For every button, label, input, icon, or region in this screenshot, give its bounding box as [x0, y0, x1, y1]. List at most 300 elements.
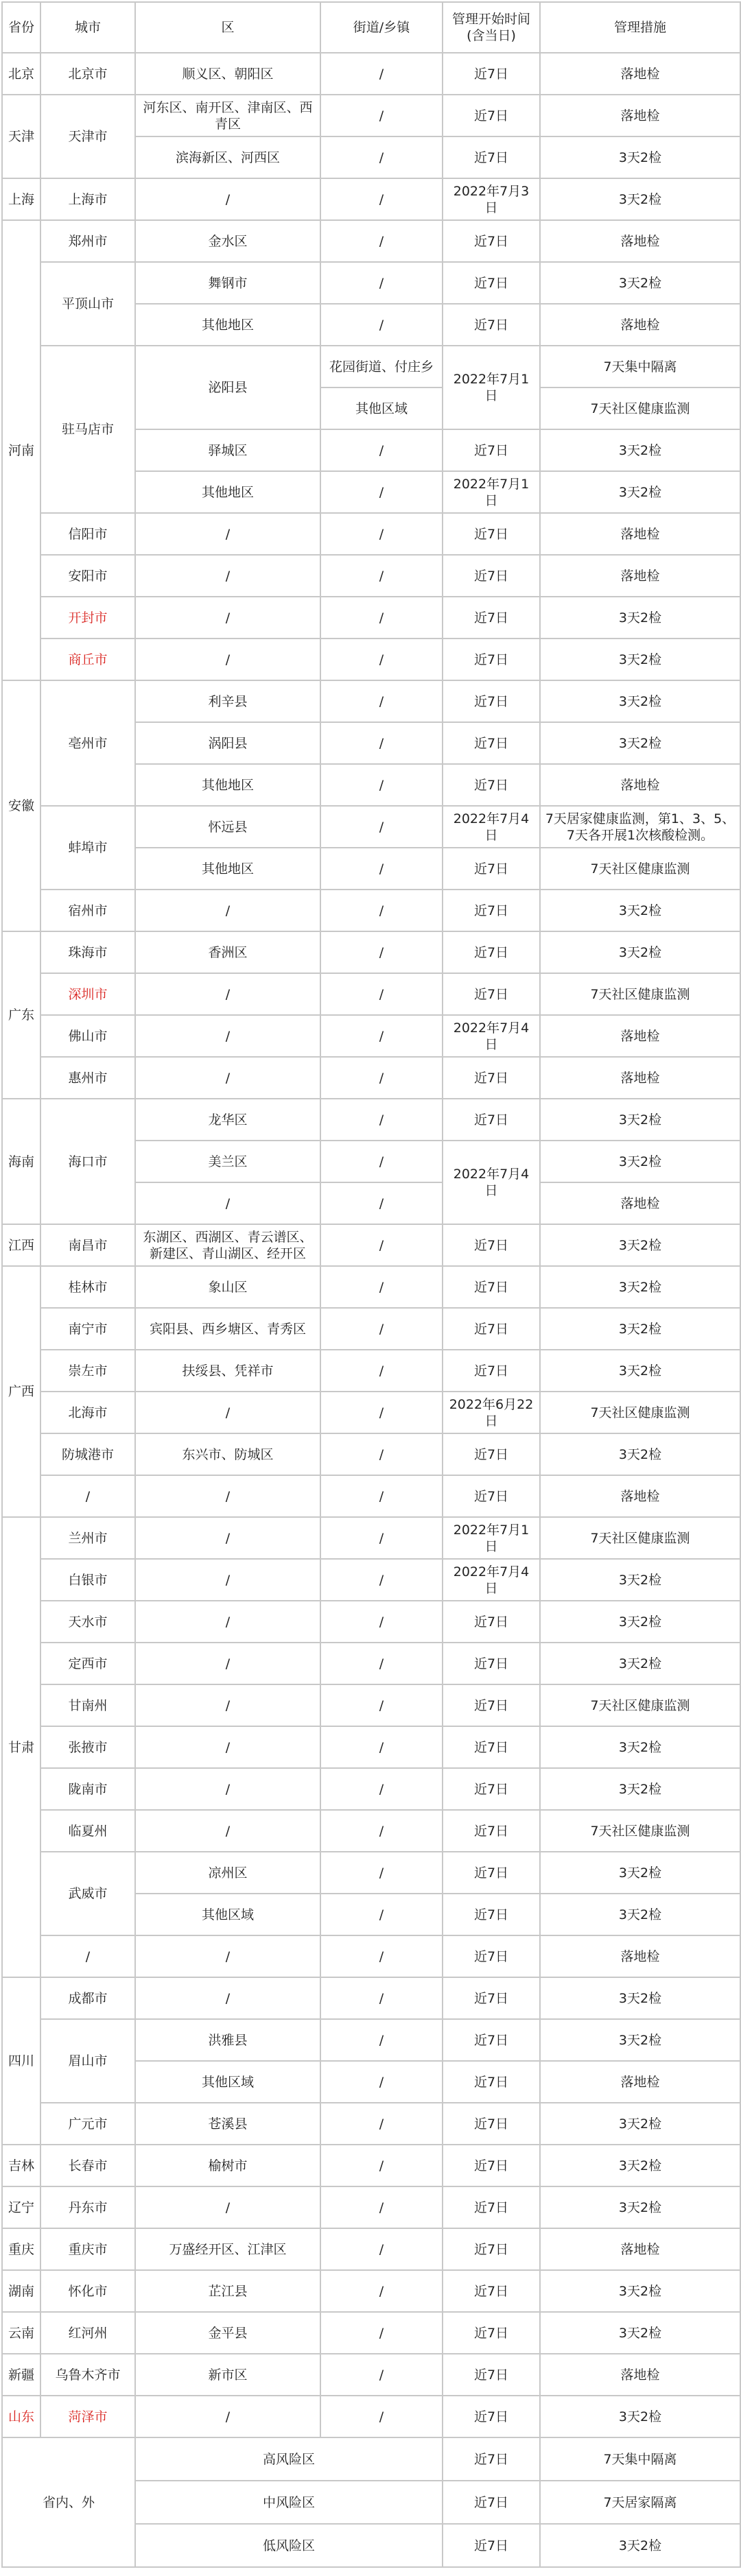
- start-cell: 近7日: [443, 2061, 540, 2103]
- district-cell: 其他地区: [135, 848, 320, 890]
- measure-cell: 3天2检: [540, 2524, 740, 2567]
- district-cell: /: [135, 555, 320, 597]
- street-cell: /: [320, 1601, 443, 1643]
- street-cell: /: [320, 2186, 443, 2228]
- district-cell: 其他地区: [135, 764, 320, 806]
- district-cell: /: [135, 597, 320, 639]
- district-cell: 宾阳县、西乡塘区、青秀区: [135, 1308, 320, 1350]
- province-cell: 湖南: [2, 2270, 40, 2312]
- measure-cell: 3天2检: [540, 890, 740, 931]
- start-cell: 近7日: [443, 722, 540, 764]
- start-cell: 2022年7月1日: [443, 346, 540, 429]
- start-cell: 近7日: [443, 680, 540, 722]
- table-row: [2, 2186, 740, 2228]
- start-cell: 近7日: [443, 2312, 540, 2354]
- table-row: [2, 1601, 740, 1643]
- district-cell: 河东区、南开区、津南区、西青区: [135, 95, 320, 136]
- street-cell: /: [320, 2103, 443, 2145]
- measure-cell: 3天2检: [540, 1266, 740, 1308]
- start-cell: 近7日: [443, 1643, 540, 1684]
- measure-cell: 3天2检: [540, 639, 740, 680]
- street-cell: /: [320, 304, 443, 346]
- start-cell: 近7日: [443, 597, 540, 639]
- start-cell: 近7日: [443, 2186, 540, 2228]
- table-row: [2, 1224, 740, 1266]
- city-cell: 怀化市: [40, 2270, 135, 2312]
- city-cell: 佛山市: [40, 1015, 135, 1057]
- street-cell: /: [320, 2354, 443, 2396]
- street-cell: /: [320, 2019, 443, 2061]
- start-cell: 近7日: [443, 429, 540, 471]
- district-cell: 怀远县: [135, 806, 320, 848]
- street-cell: /: [320, 1894, 443, 1935]
- district-cell: /: [135, 1977, 320, 2019]
- start-cell: 近7日: [443, 1768, 540, 1810]
- measure-cell: 3天2检: [540, 178, 740, 220]
- table-row: [2, 2312, 740, 2354]
- measure-cell: 3天2检: [540, 1977, 740, 2019]
- measure-cell: 3天2检: [540, 1768, 740, 1810]
- street-cell: /: [320, 471, 443, 513]
- start-cell: 近7日: [443, 1726, 540, 1768]
- province-cell: 天津: [2, 95, 40, 178]
- table-row: [2, 2396, 740, 2437]
- start-cell: 近7日: [443, 220, 540, 262]
- measure-cell: 落地检: [540, 1057, 740, 1099]
- district-cell: 榆树市: [135, 2145, 320, 2186]
- district-cell: 美兰区: [135, 1141, 320, 1182]
- start-cell: 近7日: [443, 1601, 540, 1643]
- start-cell: 近7日: [443, 1433, 540, 1475]
- city-cell-highlighted: 深圳市: [40, 973, 135, 1015]
- start-cell: 近7日: [443, 1308, 540, 1350]
- street-cell: /: [320, 722, 443, 764]
- province-cell: 四川: [2, 1977, 40, 2145]
- header-start-time: [443, 2, 540, 53]
- street-cell: /: [320, 1977, 443, 2019]
- start-cell: 近7日: [443, 1266, 540, 1308]
- table-row: [2, 1684, 740, 1726]
- district-cell: /: [135, 1601, 320, 1643]
- table-row: [2, 95, 740, 136]
- start-cell: 2022年7月1日: [443, 471, 540, 513]
- district-cell: /: [135, 2396, 320, 2437]
- district-cell: 金平县: [135, 2312, 320, 2354]
- measure-cell: 落地检: [540, 1015, 740, 1057]
- table-row: [2, 2019, 740, 2061]
- district-cell: /: [135, 1392, 320, 1433]
- table-row: [2, 1392, 740, 1433]
- district-cell: 东兴市、防城区: [135, 1433, 320, 1475]
- street-cell: /: [320, 555, 443, 597]
- table-row: [2, 2228, 740, 2270]
- district-cell: 其他地区: [135, 304, 320, 346]
- measure-cell: 3天2检: [540, 1894, 740, 1935]
- start-cell: 近7日: [443, 1099, 540, 1141]
- risk-level-cell: 高风险区: [135, 2437, 443, 2481]
- street-cell: /: [320, 1433, 443, 1475]
- street-cell: /: [320, 1559, 443, 1601]
- table-row: [2, 1308, 740, 1350]
- measure-cell: 3天2检: [540, 1224, 740, 1266]
- measure-cell: 落地检: [540, 304, 740, 346]
- header-street: 街道/乡镇: [320, 2, 443, 53]
- measure-cell: 3天2检: [540, 1601, 740, 1643]
- district-cell: 舞钢市: [135, 262, 320, 304]
- measure-cell: 7天社区健康监测: [540, 973, 740, 1015]
- measure-cell: 3天2检: [540, 1559, 740, 1601]
- measure-cell: 落地检: [540, 53, 740, 95]
- street-cell: /: [320, 262, 443, 304]
- table-row: [2, 1099, 740, 1141]
- table-row: [2, 1057, 740, 1099]
- start-cell: 近7日: [443, 890, 540, 931]
- table-row: [2, 931, 740, 973]
- province-cell: 重庆: [2, 2228, 40, 2270]
- city-cell: 平顶山市: [40, 262, 135, 346]
- city-cell: 蚌埠市: [40, 806, 135, 890]
- city-cell-highlighted: 商丘市: [40, 639, 135, 680]
- measure-cell: 3天2检: [540, 1643, 740, 1684]
- street-cell: /: [320, 1308, 443, 1350]
- province-cell: 云南: [2, 2312, 40, 2354]
- start-cell: 近7日: [443, 2019, 540, 2061]
- measure-cell: 3天2检: [540, 2270, 740, 2312]
- city-cell: 张掖市: [40, 1726, 135, 1768]
- measure-cell: 3天2检: [540, 2019, 740, 2061]
- city-cell: 北京市: [40, 53, 135, 95]
- province-cell: 吉林: [2, 2145, 40, 2186]
- risk-level-cell: 中风险区: [135, 2481, 443, 2524]
- measure-cell: 3天2检: [540, 2145, 740, 2186]
- street-cell: /: [320, 597, 443, 639]
- street-cell: /: [320, 136, 443, 178]
- risk-level-cell: 低风险区: [135, 2524, 443, 2567]
- street-cell: /: [320, 1350, 443, 1392]
- street-cell: /: [320, 1392, 443, 1433]
- street-cell: /: [320, 2228, 443, 2270]
- street-cell: /: [320, 1099, 443, 1141]
- street-cell: /: [320, 1726, 443, 1768]
- city-cell: 崇左市: [40, 1350, 135, 1392]
- start-cell: 近7日: [443, 2228, 540, 2270]
- district-cell: 其他地区: [135, 471, 320, 513]
- start-cell: 近7日: [443, 931, 540, 973]
- street-cell: /: [320, 1643, 443, 1684]
- district-cell: /: [135, 1810, 320, 1852]
- street-cell: /: [320, 220, 443, 262]
- start-cell: 近7日: [443, 555, 540, 597]
- table-row: [2, 1810, 740, 1852]
- measure-cell: 7天居家隔离: [540, 2481, 740, 2524]
- measure-cell: 3天2检: [540, 1433, 740, 1475]
- start-cell: 近7日: [443, 2354, 540, 2396]
- city-cell: 白银市: [40, 1559, 135, 1601]
- street-cell: /: [320, 2396, 443, 2437]
- street-cell: 花园街道、付庄乡: [320, 346, 443, 387]
- district-cell: 新市区: [135, 2354, 320, 2396]
- province-cell: 新疆: [2, 2354, 40, 2396]
- street-cell: /: [320, 1768, 443, 1810]
- street-cell: /: [320, 931, 443, 973]
- start-cell: 近7日: [443, 2396, 540, 2437]
- city-cell: 信阳市: [40, 513, 135, 555]
- street-cell: /: [320, 1015, 443, 1057]
- city-cell: /: [40, 1475, 135, 1517]
- city-cell-highlighted: 开封市: [40, 597, 135, 639]
- start-cell: 近7日: [443, 764, 540, 806]
- measure-cell: 3天2检: [540, 1726, 740, 1768]
- street-cell: /: [320, 764, 443, 806]
- province-cell: 省内、外: [2, 2437, 135, 2567]
- table-row: [2, 806, 740, 848]
- district-cell: /: [135, 1559, 320, 1601]
- measure-cell: 7天集中隔离: [540, 2437, 740, 2481]
- district-cell: /: [135, 1935, 320, 1977]
- city-cell: 驻马店市: [40, 346, 135, 513]
- measure-cell: 3天2检: [540, 2396, 740, 2437]
- district-cell: 利辛县: [135, 680, 320, 722]
- measure-cell: 7天社区健康监测: [540, 1684, 740, 1726]
- province-cell-highlighted: 山东: [2, 2396, 40, 2437]
- measure-cell: 落地检: [540, 764, 740, 806]
- measure-cell: 落地检: [540, 95, 740, 136]
- table-row: [2, 53, 740, 95]
- start-cell: 近7日: [443, 2145, 540, 2186]
- table-row: [2, 890, 740, 931]
- measure-cell: 3天2检: [540, 722, 740, 764]
- district-cell: 驿城区: [135, 429, 320, 471]
- province-cell: 安徽: [2, 680, 40, 931]
- district-cell: /: [135, 973, 320, 1015]
- street-cell: /: [320, 639, 443, 680]
- district-cell: /: [135, 2186, 320, 2228]
- measure-cell: 7天社区健康监测: [540, 1517, 740, 1559]
- district-cell: /: [135, 1057, 320, 1099]
- street-cell: /: [320, 1266, 443, 1308]
- street-cell: /: [320, 1852, 443, 1894]
- measure-cell: 3天2检: [540, 2312, 740, 2354]
- city-cell-highlighted: 菏泽市: [40, 2396, 135, 2437]
- district-cell: /: [135, 1726, 320, 1768]
- table-row: [2, 1852, 740, 1894]
- district-cell: 芷江县: [135, 2270, 320, 2312]
- table-row: [2, 262, 740, 304]
- district-cell: /: [135, 513, 320, 555]
- start-cell: 近7日: [443, 973, 540, 1015]
- street-cell: /: [320, 848, 443, 890]
- city-cell: 乌鲁木齐市: [40, 2354, 135, 2396]
- city-cell: 天水市: [40, 1601, 135, 1643]
- street-cell: /: [320, 2061, 443, 2103]
- province-cell: 海南: [2, 1099, 40, 1224]
- district-cell: /: [135, 1768, 320, 1810]
- province-cell: 广西: [2, 1266, 40, 1517]
- measure-cell: 7天居家健康监测，第1、3、5、7天各开展1次核酸检测。: [540, 806, 740, 848]
- start-cell: 近7日: [443, 1475, 540, 1517]
- measure-cell: 3天2检: [540, 2103, 740, 2145]
- district-cell: 龙华区: [135, 1099, 320, 1141]
- start-cell: 近7日: [443, 848, 540, 890]
- header-start-time-line1: 管理开始时间: [451, 12, 530, 27]
- city-cell: 惠州市: [40, 1057, 135, 1099]
- province-cell: 北京: [2, 53, 40, 95]
- start-cell: 近7日: [443, 1224, 540, 1266]
- start-cell: 2022年6月22日: [443, 1392, 540, 1433]
- table-row: [2, 2145, 740, 2186]
- table-row: [2, 346, 740, 387]
- street-cell: /: [320, 1182, 443, 1224]
- district-cell: 扶绥县、凭祥市: [135, 1350, 320, 1392]
- start-cell: 近7日: [443, 95, 540, 136]
- city-cell: 天津市: [40, 95, 135, 178]
- city-cell: /: [40, 1935, 135, 1977]
- measure-cell: 3天2检: [540, 597, 740, 639]
- start-cell: 近7日: [443, 2524, 540, 2567]
- start-cell: 近7日: [443, 53, 540, 95]
- measure-cell: 7天社区健康监测: [540, 1810, 740, 1852]
- start-cell: 近7日: [443, 2437, 540, 2481]
- measure-cell: 落地检: [540, 1475, 740, 1517]
- measure-cell: 3天2检: [540, 931, 740, 973]
- district-cell: /: [135, 1643, 320, 1684]
- risk-area-table: [1, 1, 741, 2568]
- district-cell: 凉州区: [135, 1852, 320, 1894]
- district-cell: /: [135, 1684, 320, 1726]
- table-row: [2, 1015, 740, 1057]
- measure-cell: 3天2检: [540, 1350, 740, 1392]
- measure-cell: 3天2检: [540, 136, 740, 178]
- province-cell: 甘肃: [2, 1517, 40, 1977]
- measure-cell: 落地检: [540, 2354, 740, 2396]
- measure-cell: 落地检: [540, 220, 740, 262]
- district-cell: 顺义区、朝阳区: [135, 53, 320, 95]
- table-row: [2, 2437, 740, 2481]
- district-cell: 涡阳县: [135, 722, 320, 764]
- table-row: [2, 1266, 740, 1308]
- street-cell: /: [320, 890, 443, 931]
- district-cell: 象山区: [135, 1266, 320, 1308]
- table-row: [2, 1935, 740, 1977]
- start-cell: 2022年7月4日: [443, 1141, 540, 1224]
- district-cell: /: [135, 639, 320, 680]
- start-cell: 近7日: [443, 304, 540, 346]
- city-cell: 防城港市: [40, 1433, 135, 1475]
- street-cell: /: [320, 1475, 443, 1517]
- table-row: [2, 1977, 740, 2019]
- start-cell: 近7日: [443, 1935, 540, 1977]
- district-cell: 其他区域: [135, 2061, 320, 2103]
- table-row: [2, 639, 740, 680]
- table-row: [2, 597, 740, 639]
- header-province: 省份: [2, 2, 40, 53]
- city-cell: 成都市: [40, 1977, 135, 2019]
- city-cell: 兰州市: [40, 1517, 135, 1559]
- start-cell: 近7日: [443, 262, 540, 304]
- start-cell: 近7日: [443, 2270, 540, 2312]
- measure-cell: 3天2检: [540, 1099, 740, 1141]
- district-cell: 其他区域: [135, 1894, 320, 1935]
- city-cell: 丹东市: [40, 2186, 135, 2228]
- table-row: [2, 1517, 740, 1559]
- table-row: [2, 973, 740, 1015]
- start-cell: 近7日: [443, 513, 540, 555]
- header-row: [2, 2, 740, 53]
- start-cell: 近7日: [443, 639, 540, 680]
- district-cell: 泌阳县: [135, 346, 320, 429]
- province-cell: 辽宁: [2, 2186, 40, 2228]
- district-cell: 万盛经开区、江津区: [135, 2228, 320, 2270]
- street-cell: /: [320, 95, 443, 136]
- street-cell: /: [320, 1684, 443, 1726]
- measure-cell: 3天2检: [540, 262, 740, 304]
- measure-cell: 落地检: [540, 1935, 740, 1977]
- city-cell: 郑州市: [40, 220, 135, 262]
- district-cell: 香洲区: [135, 931, 320, 973]
- table-row: [2, 2270, 740, 2312]
- street-cell: /: [320, 1057, 443, 1099]
- start-cell: 近7日: [443, 1057, 540, 1099]
- table-row: [2, 1559, 740, 1601]
- city-cell: 红河州: [40, 2312, 135, 2354]
- start-cell: 近7日: [443, 136, 540, 178]
- table-row: [2, 1475, 740, 1517]
- street-cell: /: [320, 2270, 443, 2312]
- district-cell: 洪雅县: [135, 2019, 320, 2061]
- measure-cell: 7天集中隔离: [540, 346, 740, 387]
- start-cell: 2022年7月3日: [443, 178, 540, 220]
- street-cell: /: [320, 1810, 443, 1852]
- city-cell: 甘南州: [40, 1684, 135, 1726]
- street-cell: 其他区域: [320, 387, 443, 429]
- start-cell: 近7日: [443, 1894, 540, 1935]
- table-row: [2, 1726, 740, 1768]
- district-cell: /: [135, 1475, 320, 1517]
- start-cell: 近7日: [443, 1852, 540, 1894]
- table-row: [2, 1350, 740, 1392]
- district-cell: 东湖区、西湖区、青云谱区、新建区、青山湖区、经开区: [135, 1224, 320, 1266]
- city-cell: 陇南市: [40, 1768, 135, 1810]
- city-cell: 珠海市: [40, 931, 135, 973]
- province-cell: 河南: [2, 220, 40, 680]
- start-cell: 2022年7月4日: [443, 1015, 540, 1057]
- province-cell: 上海: [2, 178, 40, 220]
- street-cell: /: [320, 429, 443, 471]
- street-cell: /: [320, 178, 443, 220]
- start-cell: 近7日: [443, 1684, 540, 1726]
- province-cell: 江西: [2, 1224, 40, 1266]
- district-cell: 滨海新区、河西区: [135, 136, 320, 178]
- table-row: [2, 1768, 740, 1810]
- start-cell: 2022年7月4日: [443, 1559, 540, 1601]
- measure-cell: 7天社区健康监测: [540, 848, 740, 890]
- city-cell: 重庆市: [40, 2228, 135, 2270]
- measure-cell: 3天2检: [540, 2186, 740, 2228]
- measure-cell: 落地检: [540, 2228, 740, 2270]
- street-cell: /: [320, 2312, 443, 2354]
- city-cell: 临夏州: [40, 1810, 135, 1852]
- district-cell: 金水区: [135, 220, 320, 262]
- measure-cell: 3天2检: [540, 471, 740, 513]
- city-cell: 桂林市: [40, 1266, 135, 1308]
- table-row: [2, 680, 740, 722]
- measure-cell: 3天2检: [540, 429, 740, 471]
- table-row: [2, 1643, 740, 1684]
- start-cell: 近7日: [443, 2481, 540, 2524]
- table-row: [2, 2103, 740, 2145]
- city-cell: 广元市: [40, 2103, 135, 2145]
- start-cell: 2022年7月4日: [443, 806, 540, 848]
